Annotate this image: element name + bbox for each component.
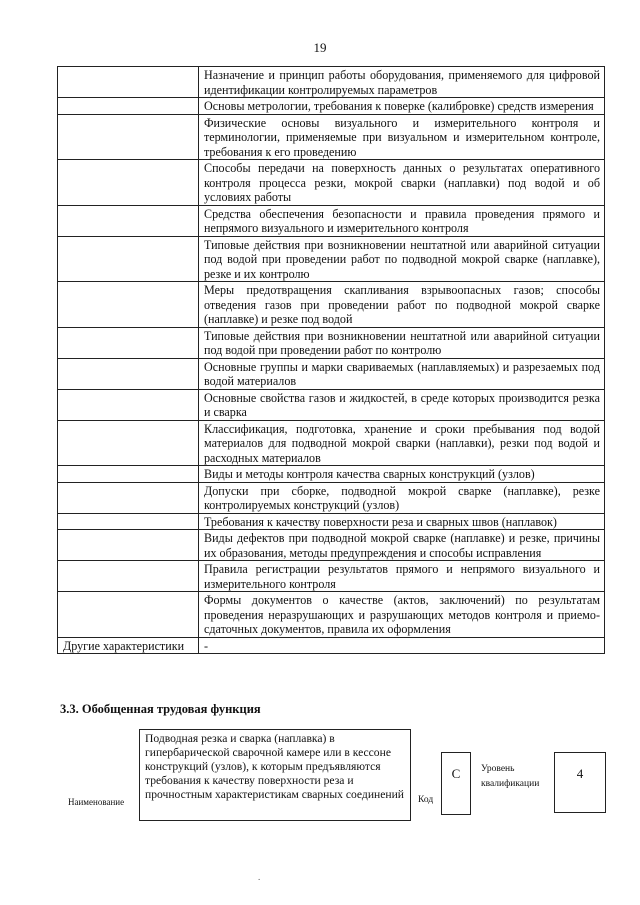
row-content-text: Основы метрологии, требования к поверке (калибровке) средств измерения <box>204 99 594 113</box>
row-category-cell <box>58 561 199 592</box>
qualification-level-label <box>481 762 539 792</box>
row-content-text: Классификация, подготовка, хранение и сроки пребывания под водой материалов для подводной мокрой сварки (наплавки), резки под водой и расходных материалов <box>204 421 600 465</box>
table-row <box>58 466 605 483</box>
knowledge-table <box>57 66 605 654</box>
row-content-cell <box>199 282 605 328</box>
code-value: С <box>441 752 471 815</box>
table-row <box>58 327 605 358</box>
table-row <box>58 561 605 592</box>
row-content-cell <box>199 592 605 638</box>
qualification-level-value: 4 <box>554 752 606 813</box>
table-row <box>58 530 605 561</box>
table-row <box>58 389 605 420</box>
table-row <box>58 482 605 513</box>
row-category-cell: Другие характеристики <box>58 637 199 654</box>
row-content-cell <box>199 466 605 483</box>
knowledge-table-body <box>58 67 605 654</box>
table-row <box>58 98 605 115</box>
row-content-cell <box>199 236 605 282</box>
row-content-cell <box>199 482 605 513</box>
table-row <box>58 205 605 236</box>
row-category-cell <box>58 114 199 160</box>
row-content-text: Физические основы визуального и измерительного контроля и терминологии, применяемые при визуальном и измерительном контроле, требования к его проведению <box>204 115 600 159</box>
row-content-text: Способы передачи на поверхность данных о результатах оперативного контроля процесса резки, мокрой сварки (наплавки) под водой и об условиях работы <box>204 161 600 204</box>
row-content-text: Основные группы и марки свариваемых (наплавляемых) и разрезаемых под водой материалов <box>204 359 600 388</box>
row-category-cell <box>58 592 199 638</box>
qualification-level-label-line2: квалификации <box>481 779 540 789</box>
row-category-cell <box>58 466 199 483</box>
row-category-cell <box>58 67 199 98</box>
row-content-cell <box>199 420 605 466</box>
row-content-cell <box>199 160 605 206</box>
row-category-cell <box>58 327 199 358</box>
row-content-text: Формы документов о качестве (актов, заключений) по результатам проведения неразрушающих и разрушающих методов контроля и приемо-сдаточных документов, правила их оформления <box>204 593 600 636</box>
row-content-cell <box>199 205 605 236</box>
section-heading: 3.3. Обобщенная трудовая функция <box>60 702 261 716</box>
row-content-text: Требования к качеству поверхности реза и сварных швов (наплавок) <box>204 514 557 529</box>
row-content-text: Средства обеспечения безопасности и правила проведения прямого и непрямого визуального и измерительного контроля <box>204 206 600 235</box>
row-content-cell <box>199 637 605 654</box>
row-category-cell <box>58 98 199 115</box>
table-row <box>58 358 605 389</box>
name-label: Наименование <box>68 797 125 807</box>
row-category-cell <box>58 420 199 466</box>
row-content-text: Назначение и принцип работы оборудования, применяемого для цифровой идентификации контролируемых параметров <box>204 68 600 97</box>
table-row <box>58 513 605 530</box>
row-content-cell <box>199 358 605 389</box>
table-row <box>58 236 605 282</box>
table-row <box>58 67 605 98</box>
row-content-cell <box>199 114 605 160</box>
page-number: 19 <box>313 40 327 55</box>
table-row <box>58 592 605 638</box>
row-category-cell <box>58 530 199 561</box>
row-content-cell <box>199 530 605 561</box>
row-content-text: - <box>204 638 209 653</box>
row-content-cell <box>199 389 605 420</box>
row-content-cell <box>199 561 605 592</box>
row-category-cell <box>58 513 199 530</box>
row-category-cell <box>58 358 199 389</box>
footer-mark: . <box>258 872 261 882</box>
row-content-text: Основные свойства газов и жидкостей, в среде которых производится резка и сварка <box>204 390 600 419</box>
row-category-cell <box>58 160 199 206</box>
code-label: Код <box>418 795 434 805</box>
row-content-text: Допуски при сборке, подводной мокрой сварке (наплавке), резке контролируемых конструкций (узлов) <box>204 483 600 512</box>
qualification-level-label-line1: Уровень <box>481 764 515 774</box>
row-content-text: Типовые действия при возникновении нештатной или аварийной ситуации под водой при проведении работ по подводной мокрой сварке (наплавке), резке и их контролю <box>204 237 600 281</box>
table-row <box>58 114 605 160</box>
row-content-cell <box>199 513 605 530</box>
function-name-value: Подводная резка и сварка (наплавка) в гипербарической сварочной камере или в кессоне конструкций (узлов), к которым предъявляются требования к качеству поверхности реза и прочностным характеристикам сварных соединений <box>139 729 411 821</box>
row-category-cell <box>58 282 199 328</box>
row-category-cell <box>58 205 199 236</box>
row-category-cell <box>58 236 199 282</box>
row-category-cell <box>58 482 199 513</box>
row-content-text: Виды и методы контроля качества сварных конструкций (узлов) <box>204 467 535 481</box>
row-content-text: Меры предотвращения скапливания взрывоопасных газов; способы отведения газов при проведении работ по подводной мокрой сварке (наплавке) и резке под водой <box>204 283 600 326</box>
row-content-cell <box>199 67 605 98</box>
table-row <box>58 637 605 654</box>
row-content-text: Типовые действия при возникновении нештатной или аварийной ситуации под водой при проведении работ по контролю <box>204 328 600 357</box>
table-row <box>58 420 605 466</box>
table-row <box>58 160 605 206</box>
row-content-cell <box>199 98 605 115</box>
row-category-cell <box>58 389 199 420</box>
table-row <box>58 282 605 328</box>
row-content-text: Правила регистрации результатов прямого и непрямого визуального и измерительного контроля <box>204 562 600 591</box>
row-content-cell <box>199 327 605 358</box>
row-content-text: Виды дефектов при подводной мокрой сварке (наплавке) и резке, причины их образования, методы предупреждения и способы исправления <box>204 531 600 560</box>
